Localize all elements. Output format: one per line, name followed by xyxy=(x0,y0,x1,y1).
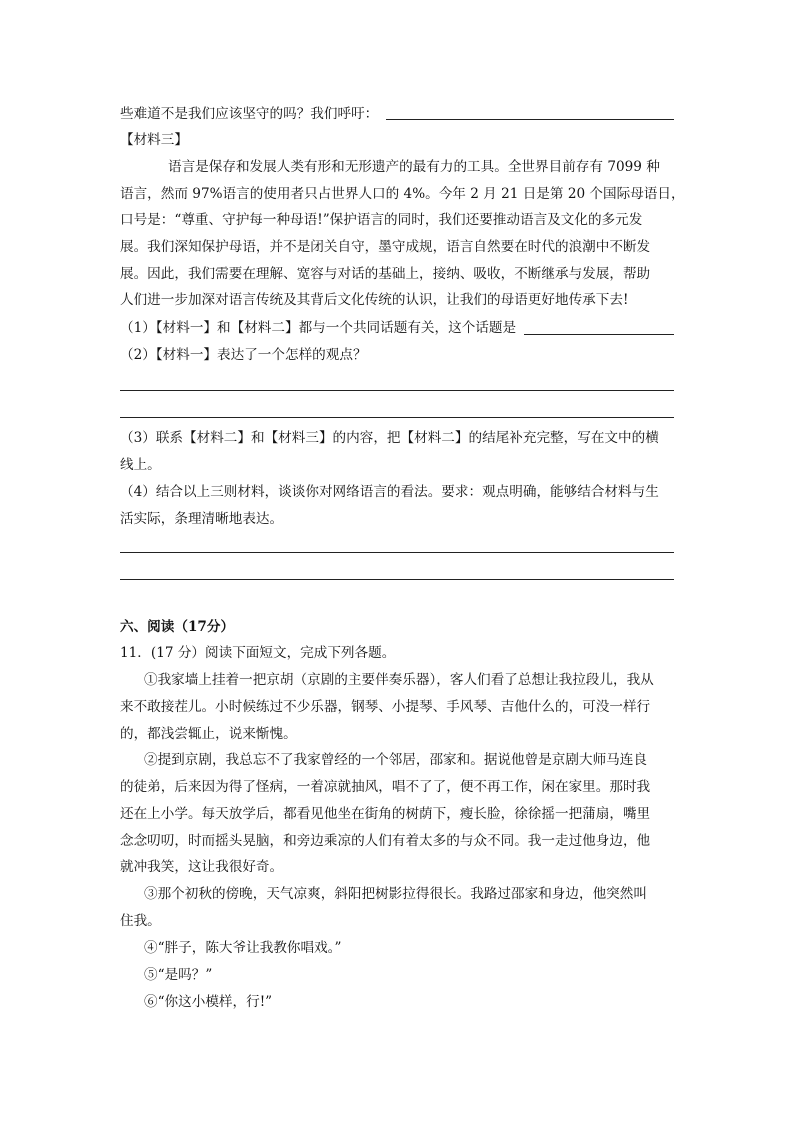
answer-line-q2-1[interactable] xyxy=(120,390,674,391)
paragraph-line: ①我家墙上挂着一把京胡（京剧的主要伴奏乐器），客人们看了总想让我拉段儿，我从 xyxy=(144,672,654,688)
question-3-cont: 线上。 xyxy=(120,457,161,473)
section-title: 六、阅读（17分） xyxy=(120,619,235,635)
paragraph-line: 还在上小学。每天放学后，都看见他坐在街角的树荫下，瘦长脸，徐徐摇一把蒲扇，嘴里 xyxy=(120,806,651,822)
question-4-cont: 活实际，条理清晰地表达。 xyxy=(120,511,284,527)
dialogue-line: ④“胖子，陈大爷让我教你唱戏。” xyxy=(144,940,342,956)
paragraph-line: 来不敢接茬儿。小时候练过不少乐器，钢琴、小提琴、手风琴、吉他什么的，可没一样行 xyxy=(120,699,651,715)
dialogue-line: ⑤“是吗？” xyxy=(144,967,213,983)
answer-line-q4-1[interactable] xyxy=(120,552,674,553)
paragraph-line: ③那个初秋的傍晚，天气凉爽，斜阳把树影拉得很长。我路过邵家和身边，他突然叫 xyxy=(144,886,647,902)
material3-line: 展。因此，我们需要在理解、宽容与对话的基础上，接纳、吸收，不断继承与发展，帮助 xyxy=(120,266,651,282)
question-4: （4）结合以上三则材料，谈谈你对网络语言的看法。要求：观点明确，能够结合材料与生 xyxy=(120,484,659,500)
material3-line: 展。我们深知保护母语，并不是闭关自守，墨守成规，语言自然要在时代的浪潮中不断发 xyxy=(120,239,651,255)
paragraph-line: 念念叨叨，时而摇头晃脑，和旁边乘凉的人们有着太多的与众不同。我一走过他身边，他 xyxy=(120,833,651,849)
material3-line: 语言是保存和发展人类有形和无形遗产的最有力的工具。全世界目前存有 7099 种 xyxy=(168,159,660,175)
question-2: （2）【材料一】表达了一个怎样的观点？ xyxy=(120,347,367,363)
dialogue-line: ⑥“你这小模样，行!” xyxy=(144,994,273,1010)
material3-line: 语言，然而 97%语言的使用者只占世界人口的 4%。今年 2 月 21 日是第 20 个国际母语日， xyxy=(120,186,685,202)
answer-line-q4-2[interactable] xyxy=(120,579,674,580)
paragraph-line: ②提到京剧，我总忘不了我家曾经的一个邻居，邵家和。据说他曾是京剧大师马连良 xyxy=(144,752,647,768)
paragraph-line: 住我。 xyxy=(120,913,161,929)
question-11: 11．(17 分）阅读下面短文，完成下列各题。 xyxy=(120,645,396,661)
material3-title: 【材料三】 xyxy=(120,132,188,148)
answer-blank-q1[interactable] xyxy=(524,334,674,335)
paragraph-line: 的，都浅尝辄止，说来惭愧。 xyxy=(120,726,297,742)
material3-line: 人们进一步加深对语言传统及其背后文化传统的认识，让我们的母语更好地传承下去! xyxy=(120,292,629,308)
material3-line: 口号是：“尊重、守护每一种母语!”保护语言的同时，我们还要推动语言及文化的多元发 xyxy=(120,212,643,228)
question-1: （1）【材料一】和【材料二】都与一个共同话题有关，这个话题是 xyxy=(120,320,517,336)
text-line-appeal: 些难道不是我们应该坚守的吗？我们呼吁： xyxy=(120,106,379,122)
answer-blank-appeal[interactable] xyxy=(386,119,674,120)
answer-line-q2-2[interactable] xyxy=(120,417,674,418)
paragraph-line: 就冲我笑，这让我很好奇。 xyxy=(120,859,284,875)
paragraph-line: 的徒弟，后来因为得了怪病，一着凉就抽风，唱不了了，便不再工作，闲在家里。那时我 xyxy=(120,779,651,795)
question-3: （3）联系【材料二】和【材料三】的内容，把【材料二】的结尾补充完整，写在文中的横 xyxy=(120,430,659,446)
